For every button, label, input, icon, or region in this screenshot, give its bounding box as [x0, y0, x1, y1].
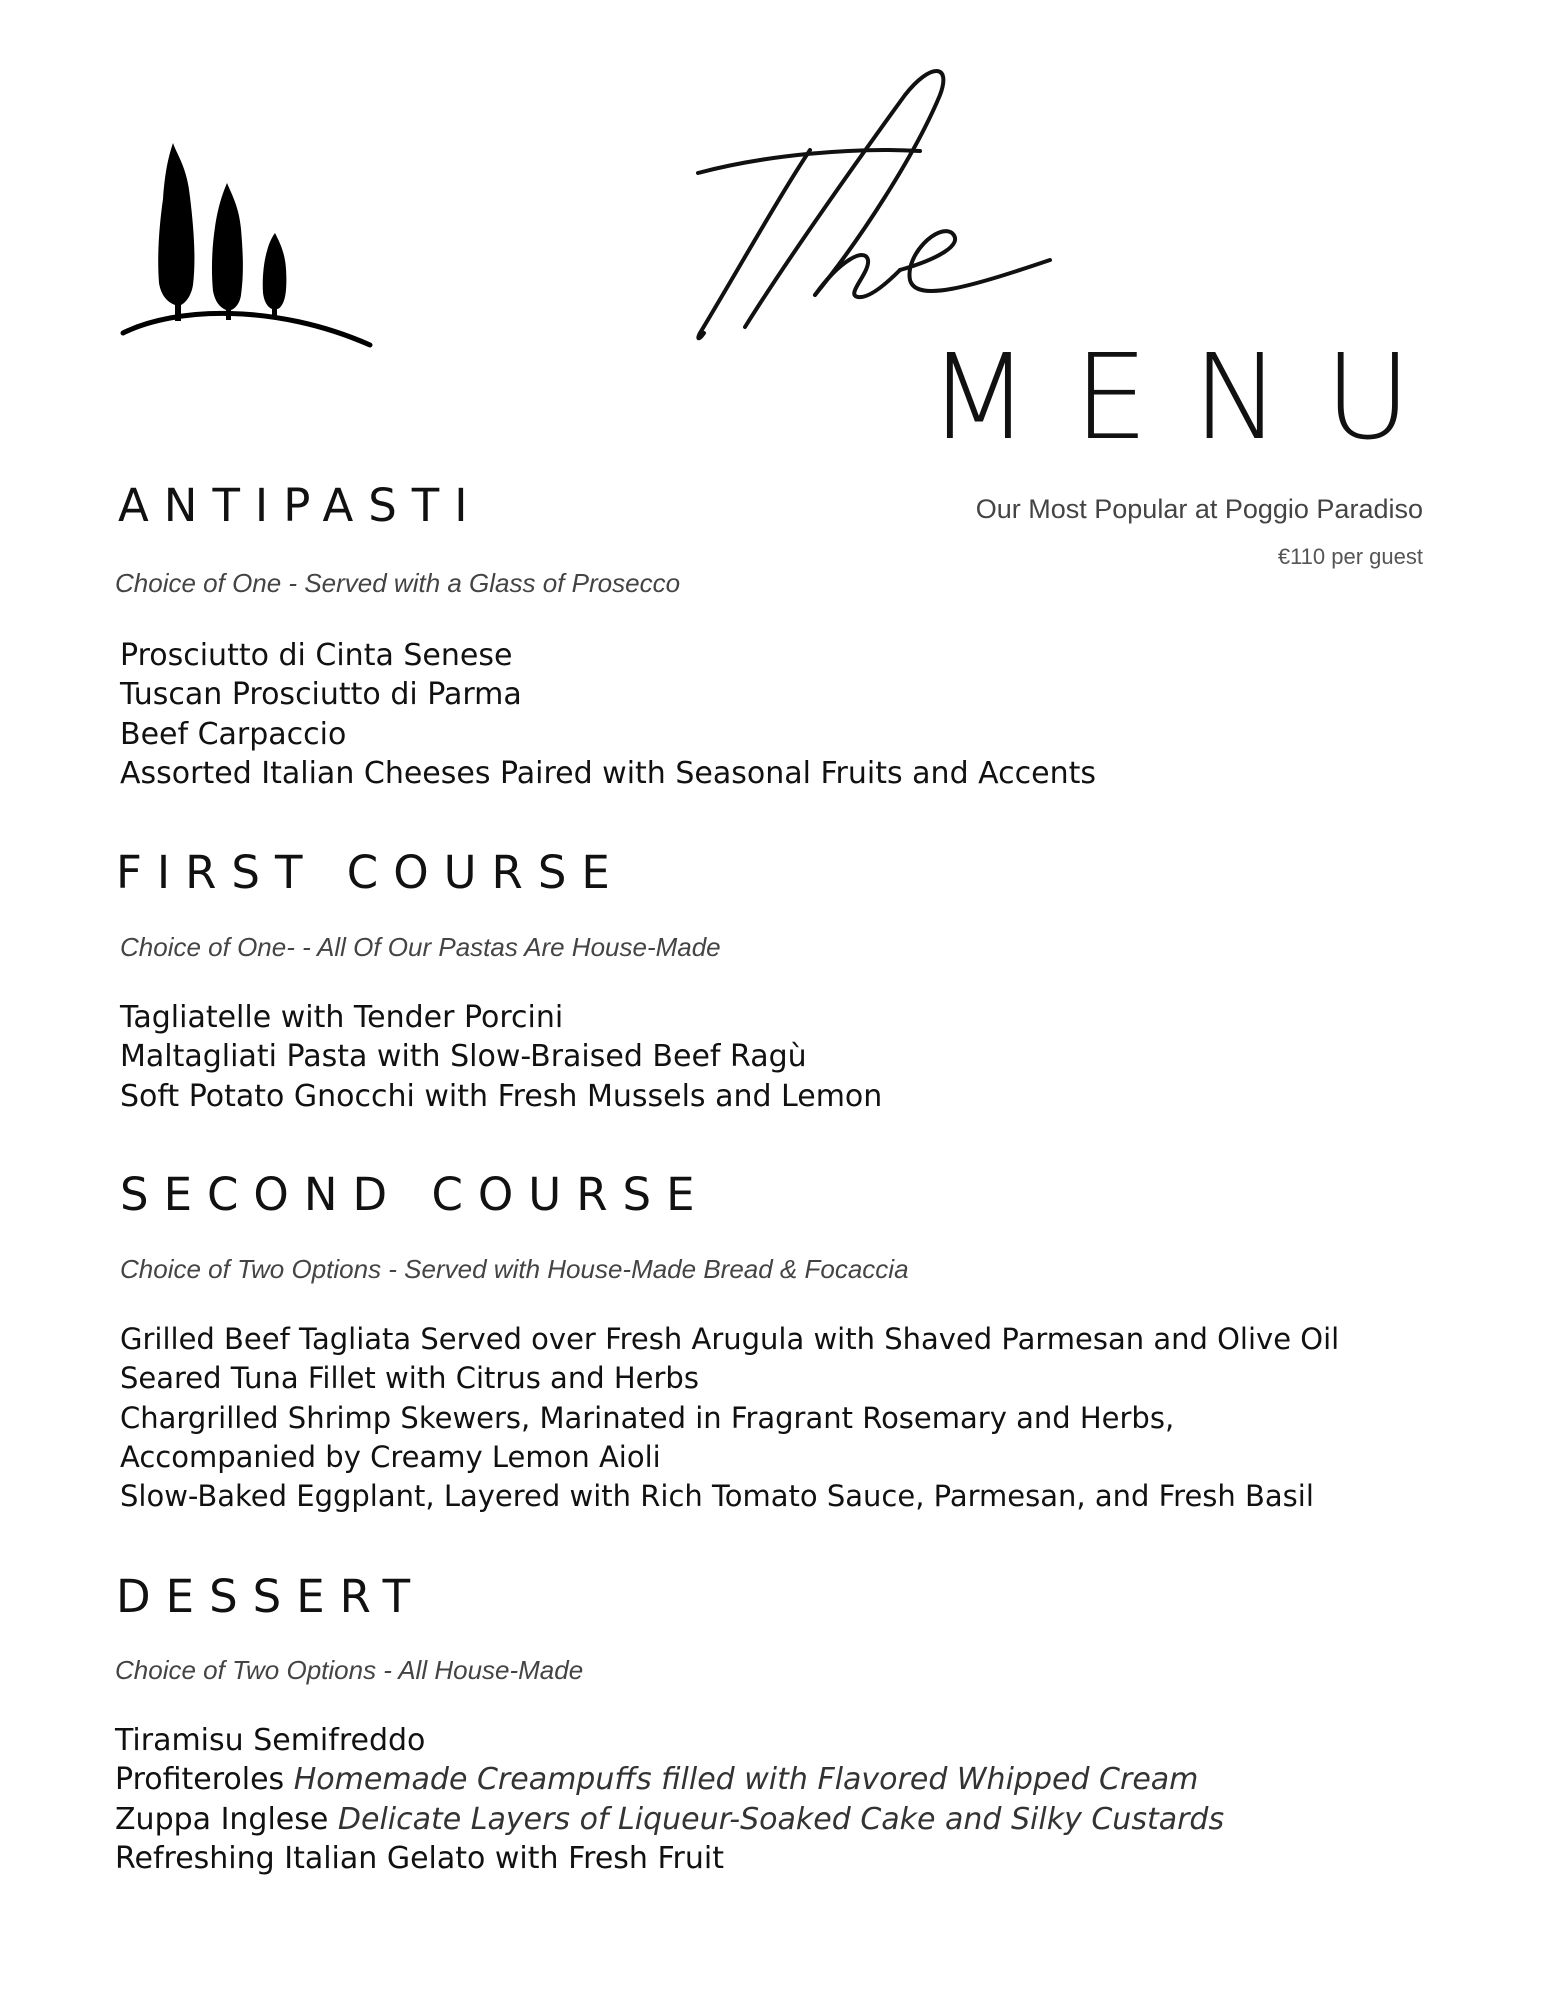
menu-tagline: Our Most Popular at Poggio Paradiso — [975, 494, 1423, 524]
menu-item: Assorted Italian Cheeses Paired with Seasonal Fruits and Accents — [120, 755, 1096, 791]
menu-item — [115, 1800, 1224, 1839]
item-description: Homemade Creampuffs filled with Flavored Whipped Cream — [293, 1762, 1199, 1798]
menu-item: Tagliatelle with Tender Porcini — [120, 1000, 564, 1035]
item-name: Profiteroles — [115, 1762, 285, 1798]
script-title — [690, 55, 1090, 360]
menu-item: Slow-Baked Eggplant, Layered with Rich Tomato Sauce, Parmesan, and Fresh Basil — [120, 1479, 1314, 1514]
menu-item: Chargrilled Shrimp Skewers, Marinated in Fragrant Rosemary and Herbs, — [120, 1400, 1175, 1435]
menu-item — [115, 1760, 1224, 1799]
menu-item: Accompanied by Creamy Lemon Aioli — [120, 1439, 661, 1474]
cypress-trees-icon — [115, 135, 385, 355]
menu-item: Tuscan Prosciutto di Parma — [120, 677, 522, 713]
section-title-second-course: SECOND COURSE — [120, 1168, 710, 1221]
item-name: Zuppa Inglese — [115, 1801, 329, 1837]
menu-item: Maltagliati Pasta with Slow-Braised Beef Ragù — [120, 1039, 807, 1075]
section-items-antipasti — [120, 636, 1096, 793]
item-name: Refreshing Italian Gelato with Fresh Fruit — [115, 1840, 724, 1876]
menu-item: Beef Carpaccio — [120, 716, 347, 752]
menu-item: Soft Potato Gnocchi with Fresh Mussels and Lemon — [120, 1078, 883, 1114]
script-title-drawing — [690, 55, 1090, 360]
section-items-second-course — [120, 1320, 1339, 1516]
section-subtitle-first-course: Choice of One- - All Of Our Pastas Are House-Made — [120, 932, 721, 962]
menu-item: Prosciutto di Cinta Senese — [120, 638, 513, 673]
section-subtitle-second-course: Choice of Two Options - Served with House-Made Bread & Focaccia — [120, 1254, 909, 1284]
menu-item — [115, 1839, 1224, 1878]
menu-item — [115, 1721, 1224, 1760]
section-title-dessert: DESSERT — [116, 1570, 426, 1623]
section-subtitle-antipasti: Choice of One - Served with a Glass of Prosecco — [115, 568, 681, 598]
item-name: Tiramisu Semifreddo — [115, 1723, 426, 1758]
menu-item: Grilled Beef Tagliata Served over Fresh Arugula with Shaved Parmesan and Olive Oil — [120, 1322, 1340, 1356]
section-title-first-course: FIRST COURSE — [116, 846, 625, 899]
menu-item: Seared Tuna Fillet with Citrus and Herbs — [120, 1361, 699, 1396]
menu-price: €110 per guest — [1277, 544, 1423, 569]
section-subtitle-dessert: Choice of Two Options - All House-Made — [115, 1655, 584, 1685]
item-description: Delicate Layers of Liqueur-Soaked Cake and Silky Custards — [337, 1801, 1225, 1837]
section-items-dessert — [115, 1721, 1224, 1878]
section-title-antipasti: ANTIPASTI — [118, 479, 483, 532]
section-items-first-course — [120, 998, 882, 1116]
menu-title: MENU — [928, 328, 1456, 466]
